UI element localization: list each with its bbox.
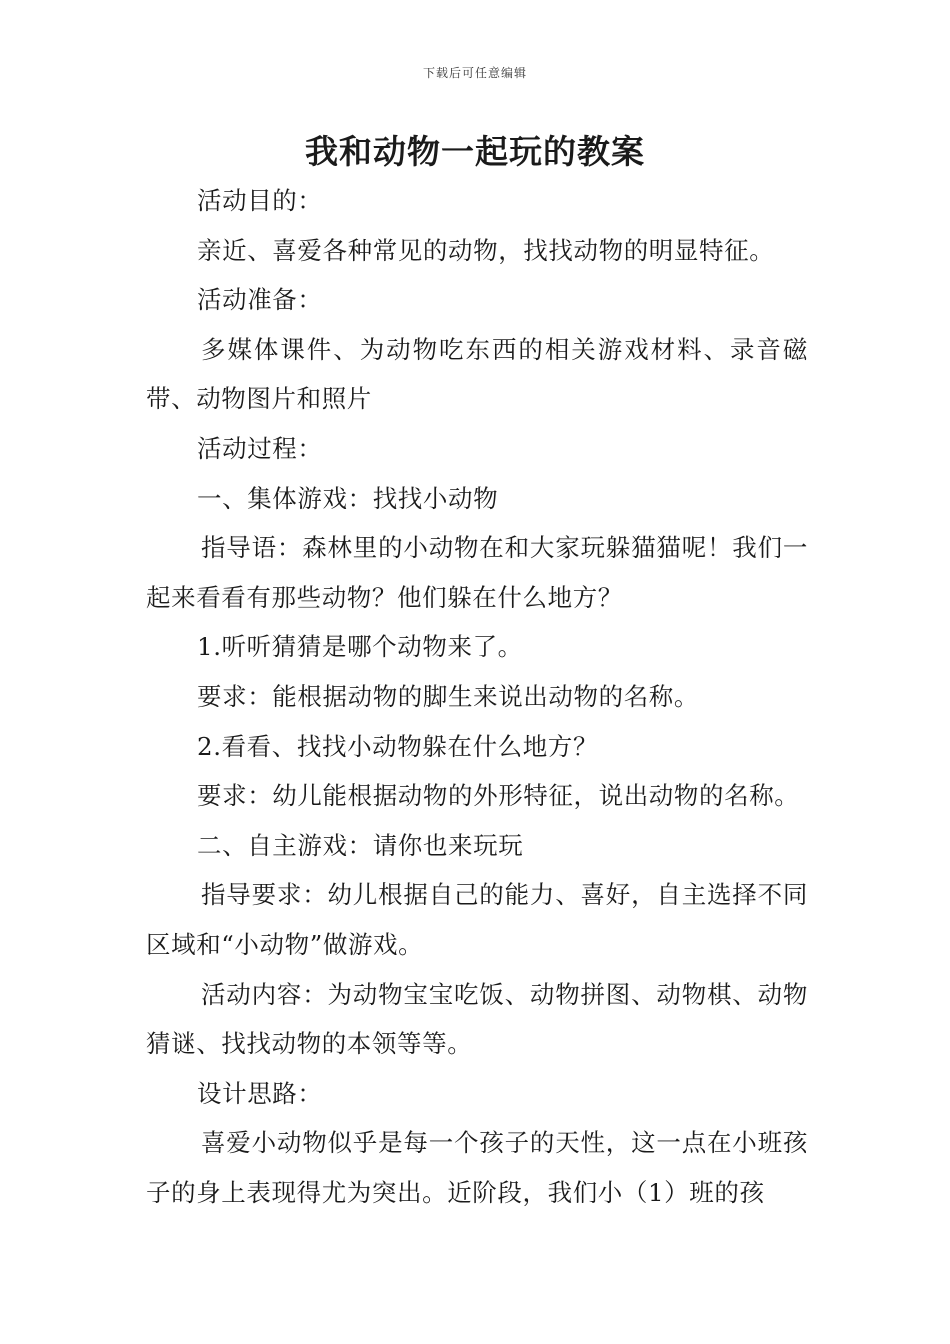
- subheading-free-game: 二、自主游戏：请你也来玩玩: [197, 830, 524, 860]
- subheading-group-game: 一、集体游戏：找找小动物: [197, 483, 499, 513]
- paragraph-activity-content: 活动内容：为动物宝宝吃饭、动物拼图、动物棋、动物猜谜、找找动物的本领等等。: [146, 979, 808, 1059]
- list-item-2: 2.看看、找找小动物躲在什么地方？: [197, 731, 599, 761]
- header-note: 下载后可任意编辑: [422, 66, 527, 80]
- section-heading-preparation: 活动准备：: [197, 285, 323, 315]
- section-heading-design: 设计思路：: [197, 1078, 323, 1108]
- requirement-1: 要求：能根据动物的脚生来说出动物的名称。: [197, 681, 699, 711]
- section-heading-goal: 活动目的：: [197, 186, 323, 215]
- document-title: 我和动物一起玩的教案: [305, 132, 645, 171]
- paragraph-guidance: 指导语：森林里的小动物在和大家玩躲猫猫呢！我们一起来看看有那些动物？他们躲在什么地方？: [146, 533, 808, 612]
- paragraph-design: 喜爱小动物似乎是每一个孩子的天性，这一点在小班孩子的身上表现得尤为突出。近阶段，我们小（1）班的孩: [146, 1128, 808, 1207]
- paragraph-goal: 亲近、喜爱各种常见的动物，找找动物的明显特征。: [197, 235, 775, 265]
- document-body: [146, 176, 808, 1217]
- paragraph-guidance-requirements: 指导要求：幼儿根据自己的能力、喜好，自主选择不同区域和“小动物”做游戏。: [146, 880, 808, 959]
- paragraph-preparation: 多媒体课件、为动物吃东西的相关游戏材料、录音磁带、动物图片和照片: [146, 334, 808, 414]
- requirement-2: 要求：幼儿能根据动物的外形特征，说出动物的名称。: [197, 781, 800, 811]
- list-item-1: 1.听听猜猜是哪个动物来了。: [197, 632, 523, 662]
- section-heading-process: 活动过程：: [197, 433, 323, 463]
